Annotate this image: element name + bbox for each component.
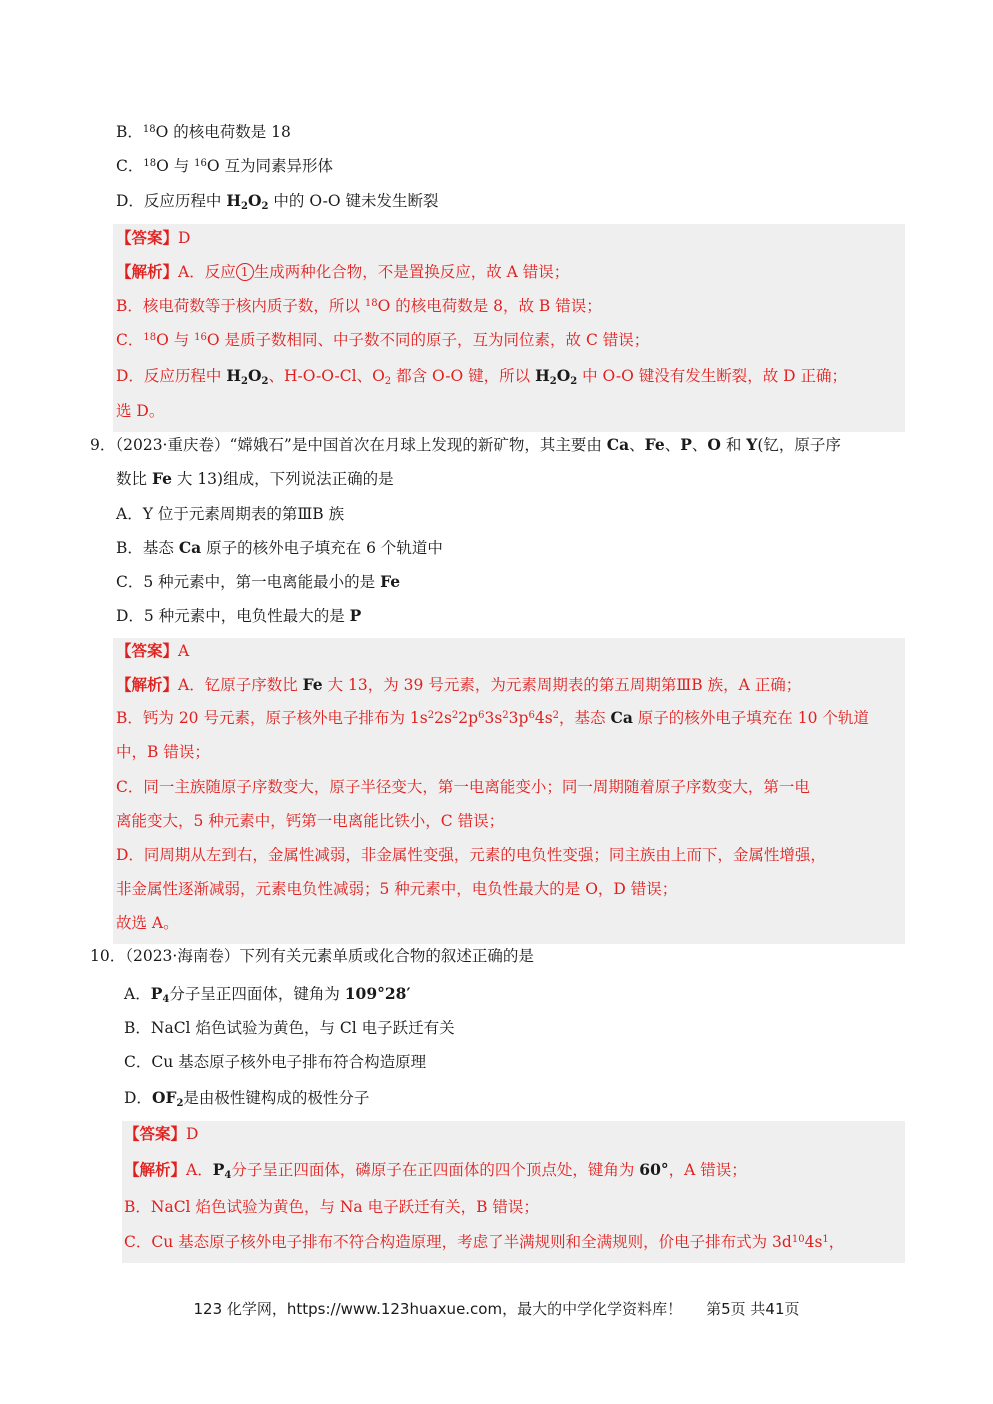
q9-analysis-d-cont: 非金属性逐渐减弱，元素电负性减弱；5 种元素中，电负性最大的是 O，D 错误；	[116, 880, 678, 898]
footer-site: 123 化学网，https://www.123huaxue.com，最大的中学化学资料库！	[193, 1300, 683, 1318]
q9-analysis-b: B．钙为 20 号元素，原子核外电子排布为 $1s^22s^22p^63s^23p^64s^2$，基态 Ca 原子的核外电子填充在 10 个轨道	[116, 708, 869, 727]
q10-stem: 10．（2023·海南卷）下列有关元素单质或化合物的叙述正确的是	[90, 947, 534, 965]
page-footer	[0, 1298, 993, 1319]
q9-option-a: A．Y 位于元素周期表的第ⅢB 族	[116, 505, 345, 523]
q9-analysis-b-cont: 中，B 错误；	[116, 743, 210, 761]
q9-analysis-conclusion: 故选 A。	[116, 914, 179, 932]
q9-answer: 【答案】A	[116, 641, 190, 660]
q8-analysis-b: B．核电荷数等于核内质子数，所以 $^{18}$O 的核电荷数是 8，故 B 错误；	[116, 297, 602, 315]
q8-option-d: D．反应历程中 $H_2O_2$ 中的 O-O 键未发生断裂	[116, 191, 439, 212]
q10-analysis-a: 【解析】A．$P_4$分子呈正四面体，磷原子在正四面体的四个顶点处，键角为 60°，A 错误；	[124, 1160, 747, 1181]
q10-answer: 【答案】D	[124, 1124, 199, 1143]
q9-analysis-c-cont: 离能变大，5 种元素中，钙第一电离能比铁小，C 错误；	[116, 812, 505, 830]
q9-option-c: C．5 种元素中，第一电离能最小的是 Fe	[116, 572, 401, 591]
q10-option-a: A．$P_4$分子呈正四面体，键角为 109°28′	[124, 984, 411, 1005]
q9-stem-line2: 数比 Fe 大 13)组成，下列说法正确的是	[116, 469, 394, 488]
q9-option-b: B．基态 Ca 原子的核外电子填充在 6 个轨道中	[116, 538, 443, 557]
q9-analysis-d: D．同周期从左到右，金属性减弱，非金属性变强，元素的电负性变强；同主族由上而下，金属性增强，	[116, 846, 826, 864]
q8-analysis-d: D．反应历程中 $H_2O_2$、H-O-O-Cl、$O_2$ 都含 O-O 键，所以 $H_2O_2$ 中 O-O 键没有发生断裂，故 D 正确；	[116, 366, 847, 387]
q8-answer-box	[113, 224, 905, 432]
q10-analysis-c: C．Cu 基态原子核外电子排布不符合构造原理，考虑了半满规则和全满规则，价电子排布式为 $3d^{10}4s^1$，	[124, 1233, 845, 1251]
q9-analysis-c: C．同一主族随原子序数变大，原子半径变大，第一电离能变小；同一周期随着原子序数变大，第一电	[116, 778, 810, 796]
q10-option-c: C．Cu 基态原子核外电子排布符合构造原理	[124, 1053, 427, 1071]
q8-analysis-a: 【解析】A．反应 1 生成两种化合物，不是置换反应，故 A 错误；	[116, 262, 570, 281]
q10-analysis-b: B．NaCl 焰色试验为黄色，与 Na 电子跃迁有关，B 错误；	[124, 1198, 539, 1216]
q8-analysis-c: C．$^{18}$O 与 $^{16}$O 是质子数相同、中子数不同的原子，互为同位素，故 C 错误；	[116, 331, 650, 349]
q10-option-d: D．$OF_2$是由极性键构成的极性分子	[124, 1088, 370, 1109]
q9-option-d: D．5 种元素中，电负性最大的是 P	[116, 606, 362, 625]
q10-option-b: B．NaCl 焰色试验为黄色，与 Cl 电子跃迁有关	[124, 1019, 455, 1037]
footer-page-number: 第5页 共41页	[706, 1300, 800, 1318]
q9-analysis-a: 【解析】A．钇原子序数比 Fe 大 13，为 39 号元素，为元素周期表的第五周期第ⅢB 族，A 正确；	[116, 675, 802, 694]
q8-option-b: B．$^{18}$O 的核电荷数是 18	[116, 123, 291, 141]
q8-option-c: C．$^{18}$O 与 $^{16}$O 互为同素异形体	[116, 157, 334, 175]
q9-stem-line1: 9．（2023·重庆卷）“嫦娥石”是中国首次在月球上发现的新矿物，其主要由 Ca、Fe、P、O 和 Y(钇，原子序	[90, 435, 841, 454]
q8-analysis-conclusion: 选 D。	[116, 402, 165, 420]
q8-answer: 【答案】D	[116, 228, 191, 247]
